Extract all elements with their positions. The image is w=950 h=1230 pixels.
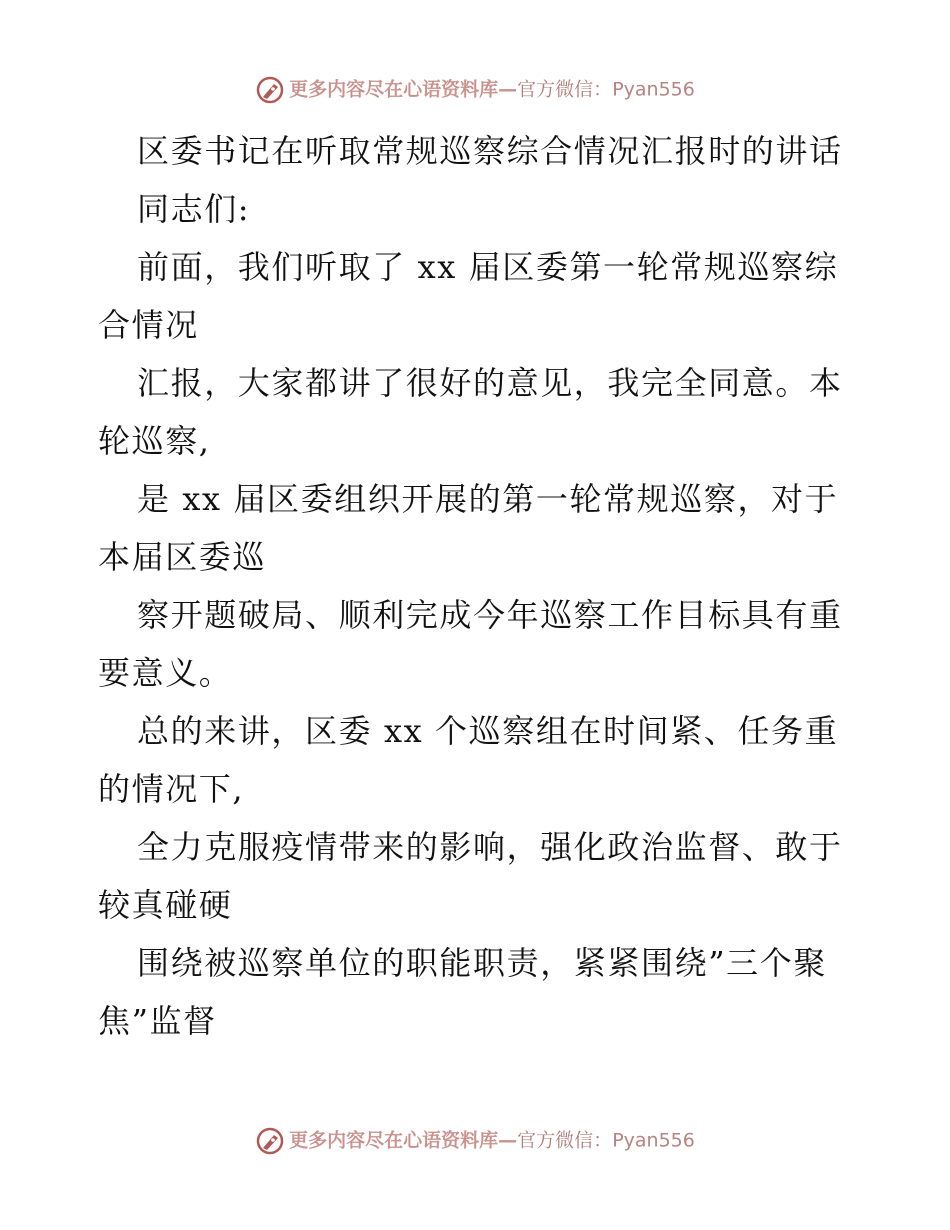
paragraph-line: 前面，我们听取了 xx 届区委第一轮常规巡察综 — [137, 248, 839, 286]
paragraph-line: 较真碰硬 — [98, 886, 233, 924]
paragraph-line: 本届区委巡 — [98, 538, 267, 576]
watermark-wechat-id: Pyan556 — [612, 78, 695, 101]
paragraph-line: 的情况下, — [98, 770, 245, 808]
watermark-sub-text: 官方微信： — [517, 78, 613, 101]
pen-nib-icon — [255, 1126, 285, 1156]
paragraph-line: 全力克服疫情带来的影响，强化政治监督、敢于 — [137, 828, 843, 866]
header-watermark — [0, 74, 950, 105]
document-greeting: 同志们: — [137, 190, 251, 228]
paragraph-line: 察开题破局、顺利完成今年巡察工作目标具有重 — [137, 596, 843, 634]
watermark-sub-text: 官方微信： — [517, 1129, 613, 1152]
paragraph-line: 是 xx 届区委组织开展的第一轮常规巡察，对于 — [137, 480, 839, 518]
document-body — [98, 122, 858, 1050]
pen-nib-icon — [255, 75, 285, 105]
watermark-main-text: 更多内容尽在心语资料库 — [289, 78, 499, 101]
paragraph-line: 合情况 — [98, 306, 199, 344]
paragraph-line: 轮巡察, — [98, 422, 211, 460]
document-title: 区委书记在听取常规巡察综合情况汇报时的讲话 — [137, 132, 843, 170]
watermark-wechat-id: Pyan556 — [612, 1129, 695, 1152]
paragraph-line: 汇报，大家都讲了很好的意见，我完全同意。本 — [137, 364, 843, 402]
watermark-dash: — — [498, 78, 518, 101]
paragraph-line: 围绕被巡察单位的职能职责，紧紧围绕”三个聚 — [137, 944, 827, 982]
watermark-main-text: 更多内容尽在心语资料库 — [289, 1129, 499, 1152]
paragraph-line: 要意义。 — [98, 654, 233, 692]
footer-watermark — [0, 1125, 950, 1156]
paragraph-line: 总的来讲，区委 xx 个巡察组在时间紧、任务重 — [137, 712, 839, 750]
watermark-dash: — — [498, 1129, 518, 1152]
paragraph-line: 焦”监督 — [98, 1002, 217, 1040]
